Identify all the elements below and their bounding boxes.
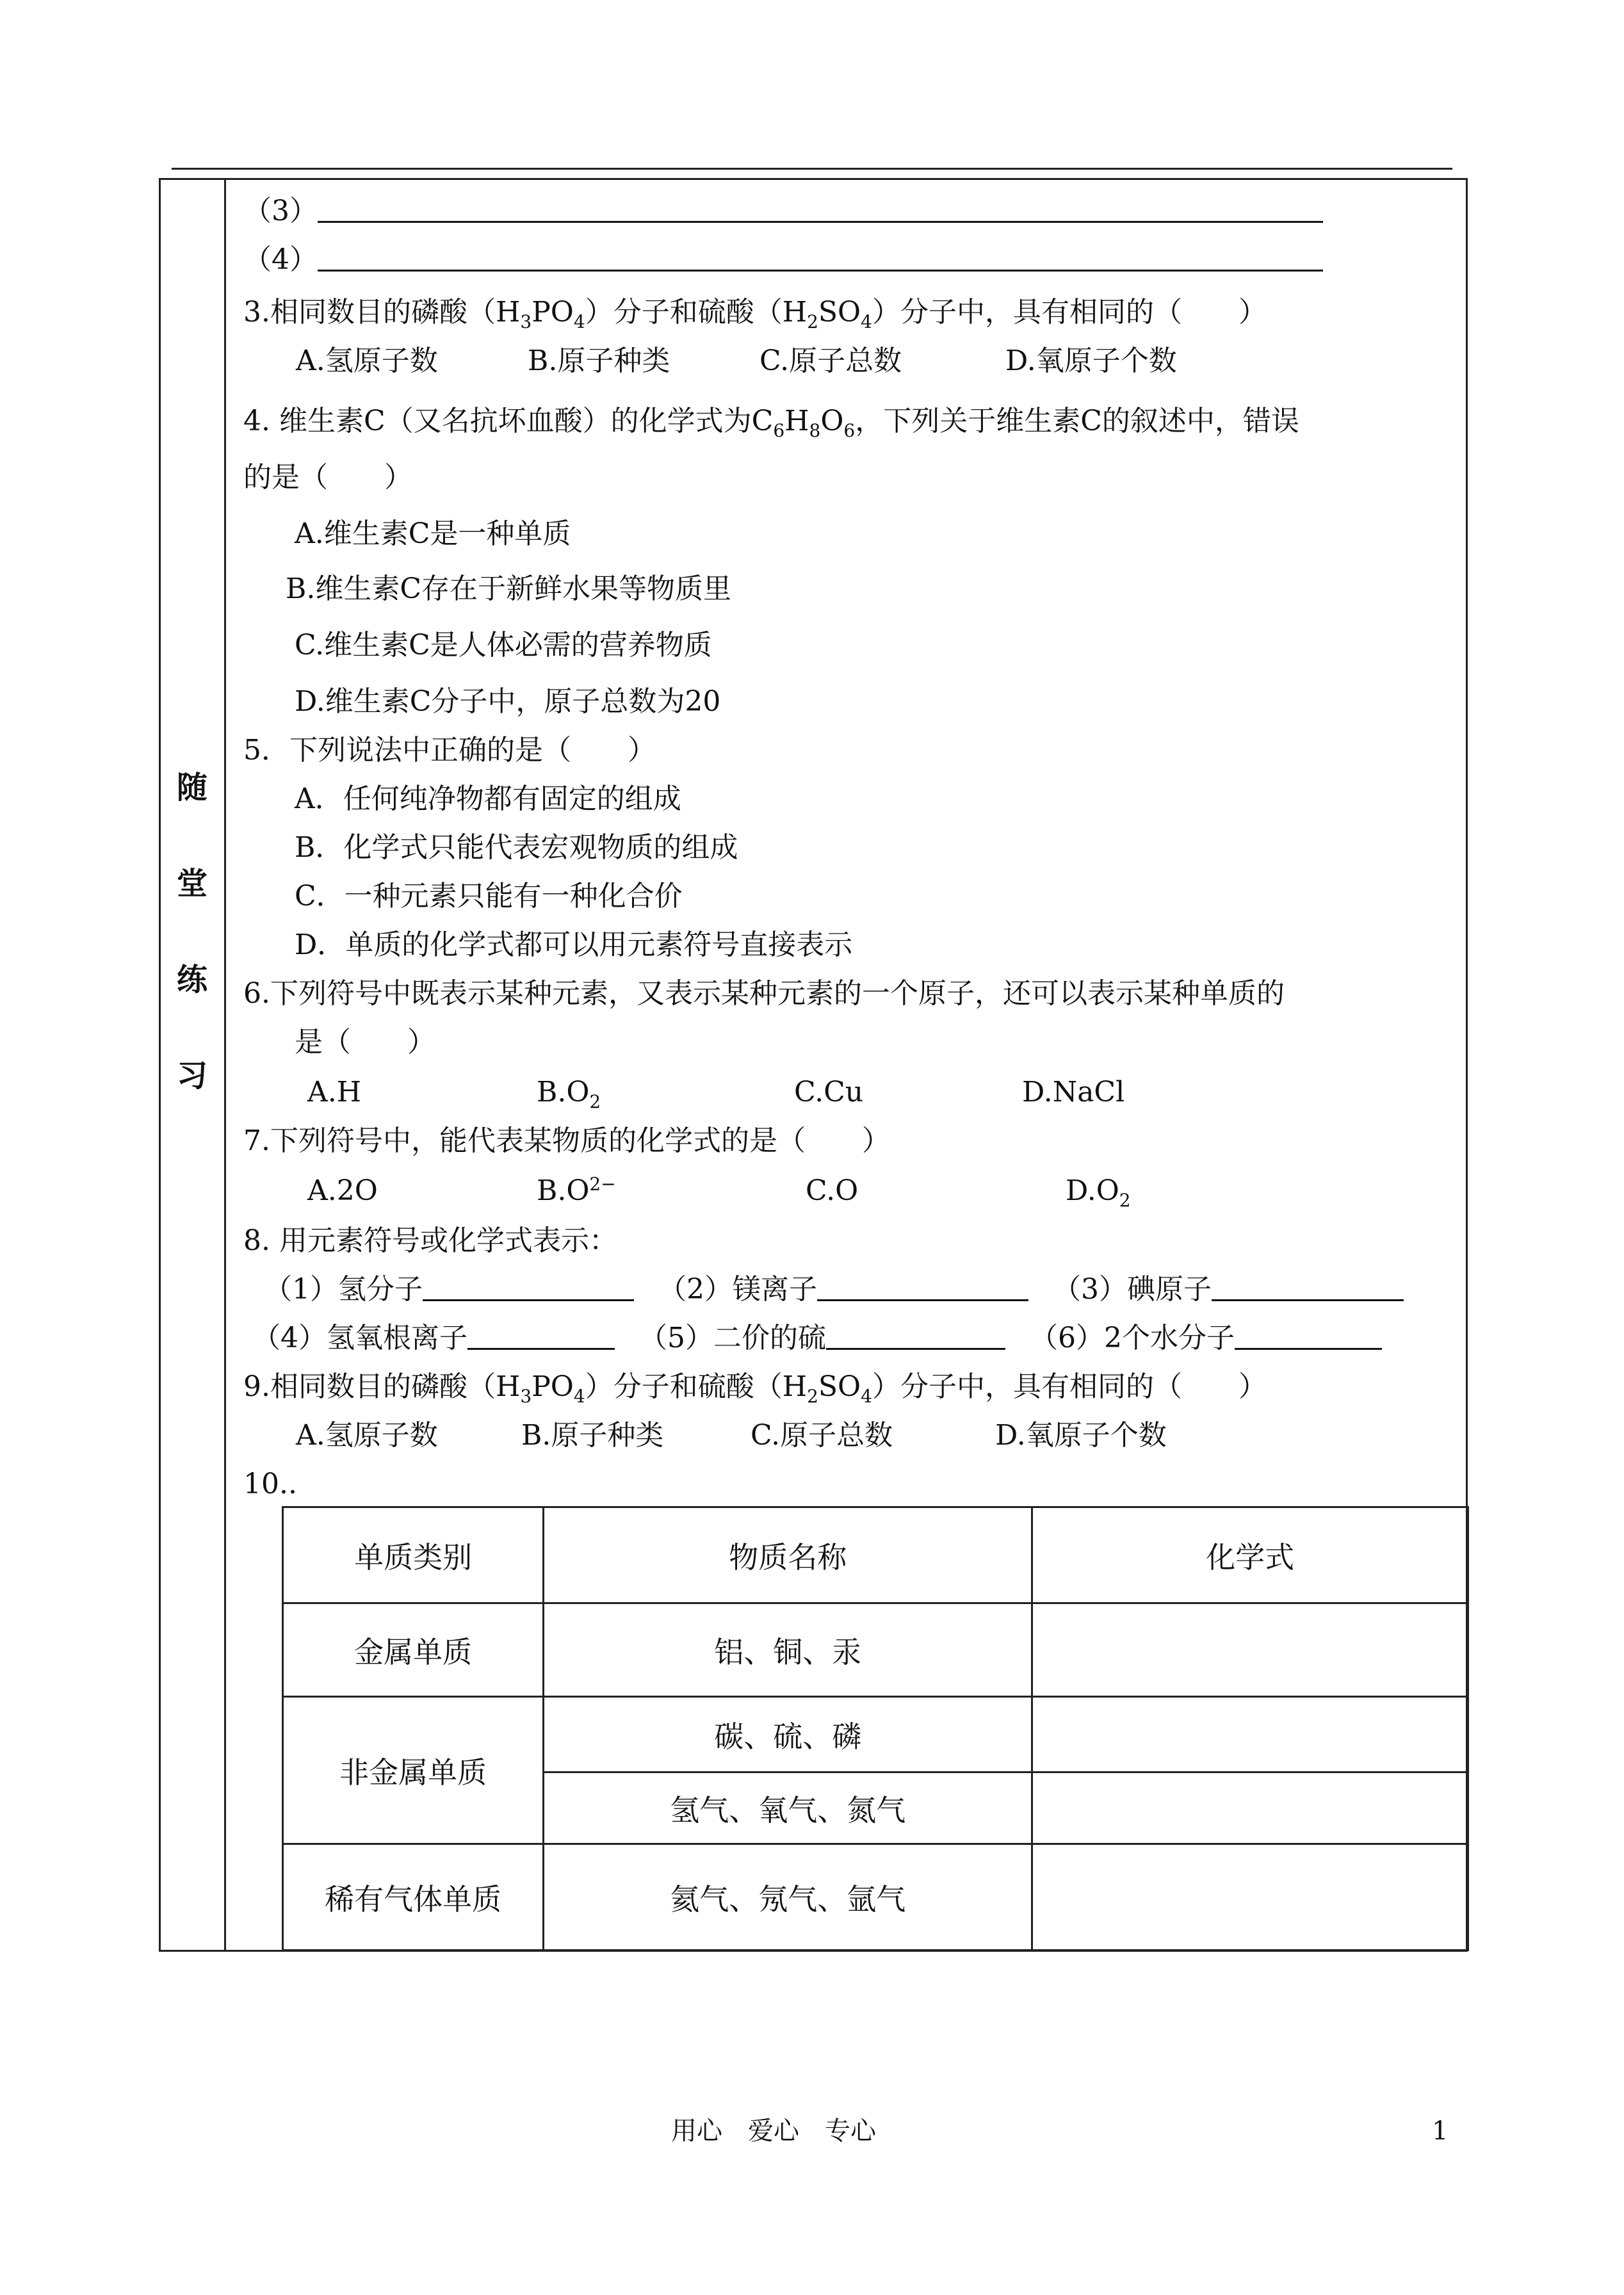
q7-option-a[interactable]: A.2O bbox=[307, 1174, 378, 1207]
blank-hydroxide-ion[interactable] bbox=[467, 1320, 615, 1350]
answer-blank-4[interactable] bbox=[318, 241, 1323, 272]
blank-hydrogen-molecule[interactable] bbox=[423, 1271, 634, 1301]
blank-iodine-atom[interactable] bbox=[1212, 1271, 1404, 1301]
q6-option-c[interactable]: C.Cu bbox=[794, 1076, 864, 1108]
q6-option-a[interactable]: A.H bbox=[307, 1076, 362, 1108]
q3-option-d[interactable]: D.氧原子个数 bbox=[1005, 345, 1177, 377]
q4-option-c[interactable]: C.维生素C是人体必需的营养物质 bbox=[295, 629, 712, 661]
side-label-char-4: 习 bbox=[176, 1058, 207, 1094]
question-6-options bbox=[307, 1073, 1125, 1112]
table-header-row bbox=[283, 1507, 1468, 1603]
column-divider bbox=[224, 178, 226, 1952]
question-7-options bbox=[307, 1172, 1131, 1210]
formula-cell-noble-gas[interactable] bbox=[1032, 1844, 1468, 1950]
formula-cell-nonmetal-gas[interactable] bbox=[1032, 1772, 1468, 1844]
q3-option-c[interactable]: C.原子总数 bbox=[759, 345, 902, 377]
q5-option-b[interactable]: B．化学式只能代表宏观物质的组成 bbox=[295, 831, 738, 864]
blank-two-water-molecules[interactable] bbox=[1235, 1320, 1382, 1350]
names-noble-gas: 氦气、氖气、氩气 bbox=[544, 1844, 1032, 1950]
table-row bbox=[283, 1603, 1468, 1697]
q7-option-b[interactable]: $B.O^{2-}$ bbox=[537, 1173, 616, 1207]
question-4-stem-line2: 的是（ ） bbox=[243, 461, 412, 494]
header-names: 物质名称 bbox=[544, 1507, 1032, 1603]
q7-option-c[interactable]: C.O bbox=[806, 1174, 859, 1207]
question-10-stem: 10.. bbox=[243, 1468, 297, 1500]
footer-motto: 用心 爱心 专心 bbox=[671, 2116, 876, 2146]
header-category: 单质类别 bbox=[283, 1507, 544, 1603]
question-9-stem: 9.相同数目的磷酸$(H_3PO_4)$分子和硫酸$(H_2SO_4)$分子中，具有相同的（ ） bbox=[243, 1370, 1267, 1407]
blank-divalent-sulfur[interactable] bbox=[826, 1320, 1005, 1350]
category-nonmetal: 非金属单质 bbox=[283, 1697, 544, 1844]
q5-option-a[interactable]: A．任何纯净物都有固定的组成 bbox=[295, 783, 681, 815]
q6-option-d[interactable]: D.NaCl bbox=[1022, 1076, 1125, 1108]
blank-magnesium-ion[interactable] bbox=[817, 1271, 1028, 1301]
q5-option-d[interactable]: D．单质的化学式都可以用元素符号直接表示 bbox=[295, 929, 853, 961]
names-metal: 铝、铜、汞 bbox=[544, 1603, 1032, 1697]
q5-option-c[interactable]: C．一种元素只能有一种化合价 bbox=[295, 880, 683, 912]
question-7-stem: 7.下列符号中，能代表某物质的化学式的是（ ） bbox=[243, 1124, 890, 1157]
question-9-options bbox=[296, 1416, 1167, 1455]
question-8-row-2: （4）氢氧根离子 （5）二价的硫 （6）2个水分子 bbox=[252, 1319, 1382, 1358]
formula-cell-metal[interactable] bbox=[1032, 1603, 1468, 1697]
question-3-options bbox=[296, 342, 1177, 380]
q3-option-b[interactable]: B.原子种类 bbox=[528, 345, 670, 377]
answer-line-4: （4） bbox=[243, 241, 1323, 279]
question-8-stem: 8. 用元素符号或化学式表示： bbox=[243, 1224, 617, 1257]
header-formula: 化学式 bbox=[1032, 1507, 1468, 1603]
q9-option-c[interactable]: C.原子总数 bbox=[751, 1419, 893, 1452]
q6-option-b[interactable]: $B.O_2$ bbox=[537, 1076, 601, 1112]
question-8-row-1: （1）氢分子 （2）镁离子 （3）碘原子 bbox=[264, 1270, 1404, 1309]
names-nonmetal-solid: 碳、硫、磷 bbox=[544, 1697, 1032, 1772]
question-6-stem: 6.下列符号中既表示某种元素，又表示某种元素的一个原子，还可以表示某种单质的 bbox=[243, 977, 1285, 1010]
substance-table bbox=[282, 1506, 1469, 1951]
q9-option-b[interactable]: B.原子种类 bbox=[521, 1419, 664, 1452]
question-5-stem: 5．下列说法中正确的是（ ） bbox=[243, 734, 656, 766]
table-row bbox=[283, 1844, 1468, 1950]
q3-option-a[interactable]: A.氢原子数 bbox=[296, 345, 438, 377]
q9-option-d[interactable]: D.氧原子个数 bbox=[995, 1419, 1167, 1452]
question-3-stem: 3.相同数目的磷酸$(H_3PO_4)$分子和硫酸$(H_2SO_4)$分子中，具有相同的（ ） bbox=[243, 296, 1267, 332]
side-label-char-2: 堂 bbox=[176, 866, 207, 902]
question-4-stem: 4. 维生素C（又名抗坏血酸）的化学式为$C_6H_8O_6$，下列关于维生素C的叙述中，错误 bbox=[243, 405, 1299, 441]
q4-option-a[interactable]: A.维生素C是一种单质 bbox=[295, 517, 571, 550]
question-6-stem-line2: 是（ ） bbox=[295, 1026, 435, 1058]
names-nonmetal-gas: 氢气、氧气、氮气 bbox=[544, 1772, 1032, 1844]
q4-option-b[interactable]: B.维生素C存在于新鲜水果等物质里 bbox=[286, 572, 731, 605]
q7-option-d[interactable]: $D.O_2$ bbox=[1066, 1174, 1131, 1211]
answer-blank-3[interactable] bbox=[318, 193, 1323, 223]
page-number: 1 bbox=[1432, 2116, 1449, 2146]
side-label-char-1: 随 bbox=[176, 770, 207, 806]
answer-line-3: （3） bbox=[243, 192, 1323, 231]
side-label-char-3: 练 bbox=[176, 962, 207, 998]
q9-option-a[interactable]: A.氢原子数 bbox=[296, 1419, 438, 1452]
q4-option-d[interactable]: D.维生素C分子中，原子总数为20 bbox=[295, 685, 721, 718]
header-rule bbox=[172, 168, 1452, 170]
category-noble-gas: 稀有气体单质 bbox=[283, 1844, 544, 1950]
table-row bbox=[283, 1697, 1468, 1772]
formula-cell-nonmetal-solid[interactable] bbox=[1032, 1697, 1468, 1772]
category-metal: 金属单质 bbox=[283, 1603, 544, 1697]
